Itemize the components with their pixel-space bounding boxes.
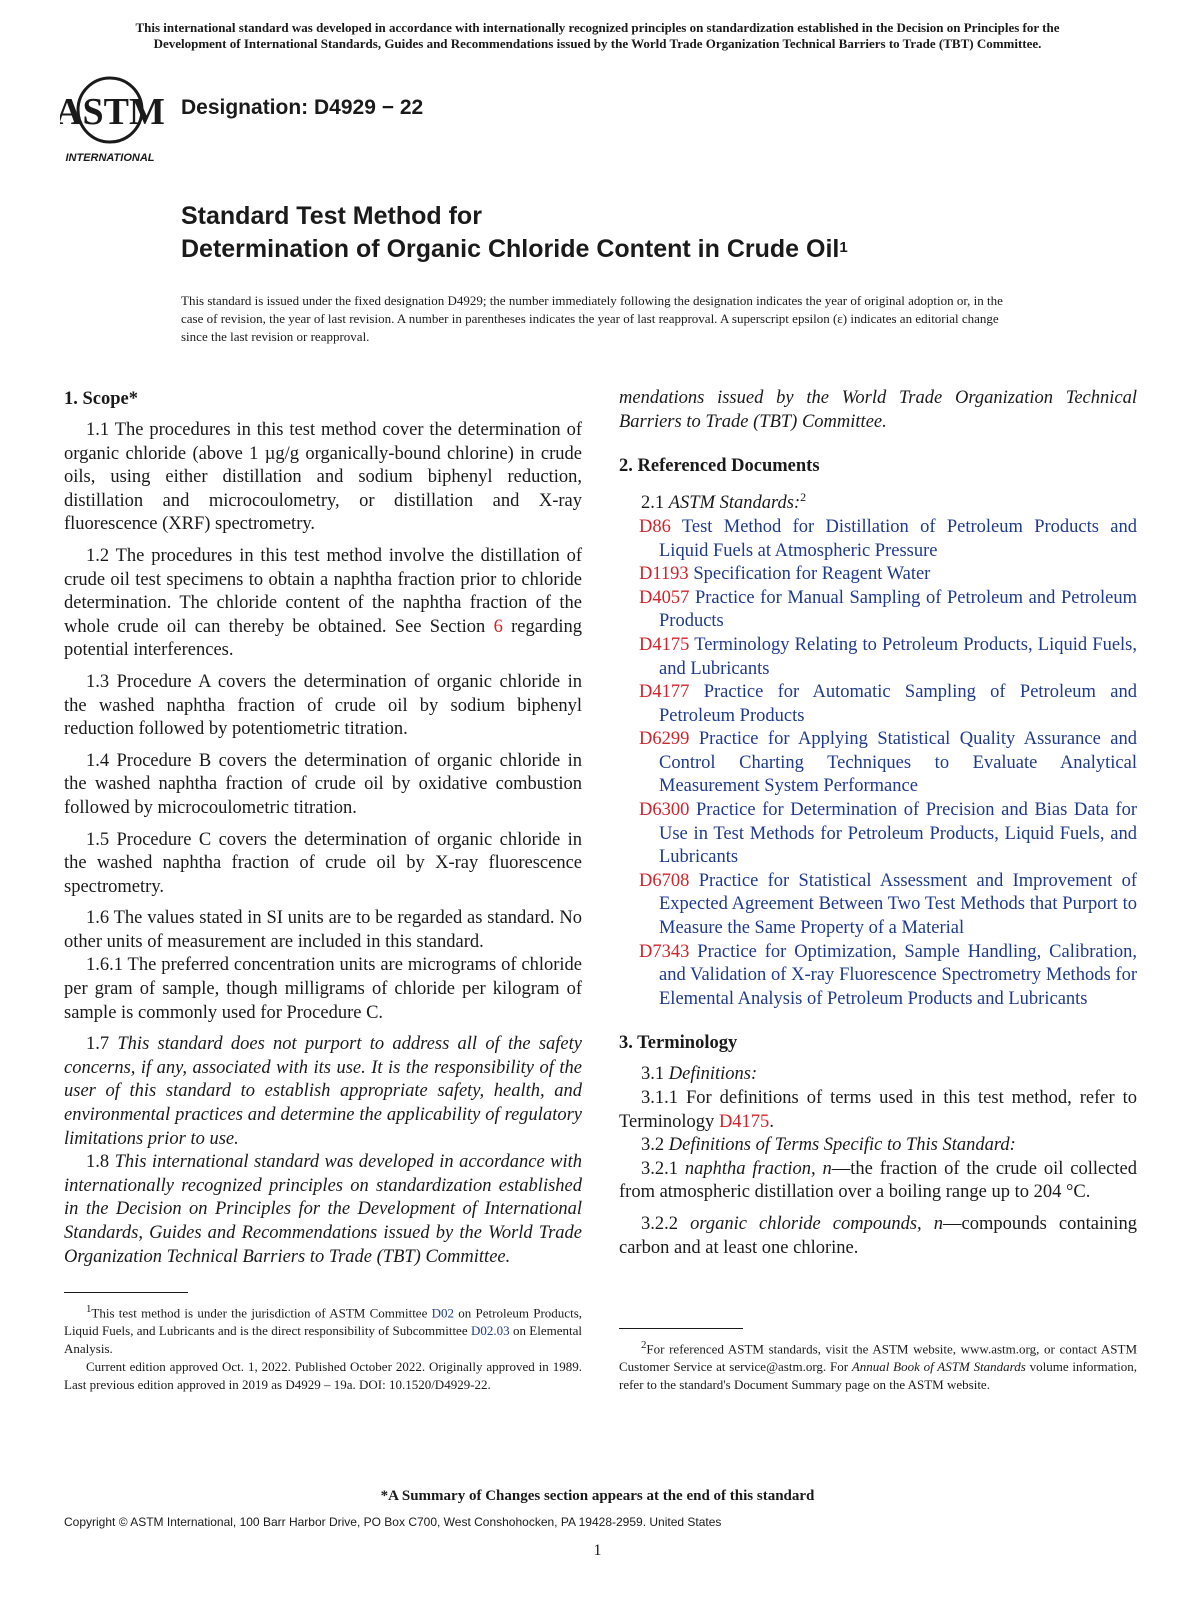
d4175-link[interactable]: D4175 [718,1111,770,1132]
para-2-1: 2.1 ASTM Standards:$^2$ [641,490,807,514]
reference-title-link[interactable]: Test Method for Distillation of Petroleum Products and Liquid Fuels at Atmospheric Pressure [659,516,1137,561]
reference-code-link[interactable]: D1193 [639,564,689,585]
reference-list [619,516,1137,1011]
right-column [619,387,1137,1260]
notice-line-2: Development of International Standards, Guides and Recommendations issued by the World Trade Organization Technical Barriers to Trade (TBT) Committee. [153,36,1042,51]
referenced-heading: 2. Referenced Documents [619,456,820,477]
title-line-2-text: Determination of Organic Chloride Content in Crude Oil [181,235,840,263]
para-1-2: 1.2 The procedures in this test method involve the distillation of crude oil test specimens to obtain a naphtha fraction prior to chloride determination. The chloride content of the naphtha fraction of the whole crude oil can thereby be obtained. See Section 6 regarding potential interferences. [64,545,582,661]
document-title [181,200,848,266]
footnote-1-edition: Current edition approved Oct. 1, 2022. Published October 2022. Originally approved in 1989. Last previous edition approved in 2019 as D4929 – 19a. DOI: 10.1520/D4929-22. [64,1359,582,1393]
reference-title-link[interactable]: Practice for Optimization, Sample Handling, Calibration, and Validation of X-ray Fluorescence Spectrometry Methods for Elemental Analysis of Petroleum Products and Lubricants [659,941,1137,1009]
para-1-8-cont: mendations issued by the World Trade Organization Technical Barriers to Trade (TBT) Committee. [619,388,1137,432]
left-column [64,387,582,1269]
para-3-2-1: 3.2.1 naphtha fraction, n—the fraction of the crude oil collected from atmospheric distillation over a boiling range up to 204 °C. [619,1158,1137,1203]
scope-heading: 1. Scope* [64,389,138,409]
terminology-heading: 3. Terminology [619,1033,738,1054]
footnote-rule-left [64,1292,188,1293]
reference-code-link[interactable]: D4175 [639,634,690,655]
reference-title-link[interactable]: Terminology Relating to Petroleum Products, Liquid Fuels, and Lubricants [659,634,1137,679]
section-6-link[interactable]: 6 [493,616,503,637]
para-3-1: 3.1 Definitions: [641,1064,758,1085]
reference-code-link[interactable]: D4177 [639,682,690,703]
para-1-4: 1.4 Procedure B covers the determination of organic chloride in the washed naphtha fraction of crude oil by oxidative combustion followed by microcoulometric titration. [64,750,582,818]
para-1-5: 1.5 Procedure C covers the determination of organic chloride in the washed naphtha fraction of crude oil by X-ray fluorescence spectrometry. [64,829,582,897]
reference-item [619,681,1137,728]
reference-code-link[interactable]: D86 [639,516,671,537]
reference-item [619,563,1137,587]
logo-text: ASTM [60,91,165,133]
notice-line-1: This international standard was developed in accordance with internationally recognized principles on standardization established in the Decision on Principles for the [135,20,1060,35]
reference-item [619,516,1137,563]
para-3-2: 3.2 Definitions of Terms Specific to This Standard: [641,1135,1016,1156]
reference-code-link[interactable]: D4057 [639,587,690,608]
logo-sub: INTERNATIONAL [65,152,155,164]
reference-item [619,870,1137,941]
para-1-7: 1.7 This standard does not purport to address all of the safety concerns, if any, associated with its use. It is the responsibility of the user of this standard to establish appropriate safety, health, and environmental practices and determine the applicability of regulatory limitations prior to use. [64,1034,582,1149]
footnote-rule-right [619,1328,743,1329]
copyright: Copyright © ASTM International, 100 Barr Harbor Drive, PO Box C700, West Conshohocken, PA 19428-2959. United States [64,1515,722,1529]
para-1-3: 1.3 Procedure A covers the determination of organic chloride in the washed naphtha fraction of crude oil by sodium biphenyl reduction followed by potentiometric titration. [64,671,582,740]
title-line-1: Standard Test Method for [181,202,482,230]
title-line-2 [181,233,848,266]
d02-03-link[interactable]: D02.03 [470,1323,510,1339]
reference-item [619,799,1137,870]
summary-of-changes-note: *A Summary of Changes section appears at the end of this standard [380,1488,815,1504]
reference-title-link[interactable]: Specification for Reagent Water [688,564,931,585]
reference-item [619,634,1137,681]
reference-title-link[interactable]: Practice for Manual Sampling of Petroleum and Petroleum Products [659,587,1137,632]
reference-title-link[interactable]: Practice for Determination of Precision and Bias Data for Use in Test Methods for Petroleum Products, Liquid Fuels, and Lubricants [659,800,1137,868]
d02-link[interactable]: D02 [431,1305,455,1321]
reference-code-link[interactable]: D6299 [639,729,690,750]
reference-item [619,728,1137,799]
reference-code-link[interactable]: D6708 [639,870,690,891]
page-number: 1 [593,1542,602,1559]
astm-logo-icon [60,68,170,168]
title-footnote-mark[interactable]: 1 [839,239,848,256]
para-3-2-2: 3.2.2 organic chloride compounds, n—compounds containing carbon and at least one chlorine. [619,1213,1137,1258]
para-1-6: 1.6 The values stated in SI units are to be regarded as standard. No other units of measurement are included in this standard. [64,908,582,952]
para-3-1-1: 3.1.1 For definitions of terms used in this test method, refer to Terminology D4175. [619,1088,1137,1132]
reference-item [619,587,1137,634]
para-1-6-1: 1.6.1 The preferred concentration units are micrograms of chloride per gram of sample, though milligrams of chloride per kilogram of sample is commonly used for Procedure C. [64,955,582,1023]
issued-note: This standard is issued under the fixed designation D4929; the number immediately following the designation indicates the year of original adoption or, in the case of revision, the year of last revision. A number in parentheses indicates the year of last reapproval. A superscript epsilon (ε) indicates an editorial change since the last revision or reapproval. [181,293,1003,344]
astm-logo [60,68,170,168]
reference-code-link[interactable]: D6300 [639,800,690,821]
tbt-notice [60,20,1135,52]
para-1-8: 1.8 This international standard was developed in accordance with internationally recognized principles on standardization established in the Decision on Principles for the Development of International Standards, Guides and Recommendations issued by the World Trade Organization Technical Barriers to Trade (TBT) Committee. [64,1152,583,1267]
reference-title-link[interactable]: Practice for Applying Statistical Quality Assurance and Control Charting Techniques to Evaluate Analytical Measurement System Performance [659,729,1137,797]
footnote-2: $^2$For referenced ASTM standards, visit the ASTM website, www.astm.org, or contact ASTM Customer Service at service@astm.org. For Annual Book of ASTM Standards volume information, refer to the standard's Document Summary page on the ASTM website. [619,1339,1138,1393]
reference-item [619,941,1137,1012]
designation: Designation: D4929 − 22 [181,96,424,119]
reference-code-link[interactable]: D7343 [639,941,690,962]
footnote-1: $^1$This test method is under the jurisdiction of ASTM Committee D02 on Petroleum Products, Liquid Fuels, and Lubricants and is the direct responsibility of Subcommittee D02.03 on Elemental Analysis. Current edition approved Oct. 1, 2022. Published October 2022. Originally approved in 1989. Last previous edition approved in 2019 as D4929 – 19a. DOI: 10.1520/D4929-22. [64,1303,583,1393]
reference-title-link[interactable]: Practice for Automatic Sampling of Petroleum and Petroleum Products [659,682,1137,726]
reference-title-link[interactable]: Practice for Statistical Assessment and Improvement of Expected Agreement Between Two Test Methods that Purport to Measure the Same Property of a Material [659,870,1137,939]
para-1-1: 1.1 The procedures in this test method cover the determination of organic chloride (above 1 µg/g organically-bound chlorine) in crude oils, using either distillation and sodium biphenyl reduction, distillation and microcoulometry, or distillation and X-ray fluorescence (XRF) spectrometry. [64,420,582,535]
